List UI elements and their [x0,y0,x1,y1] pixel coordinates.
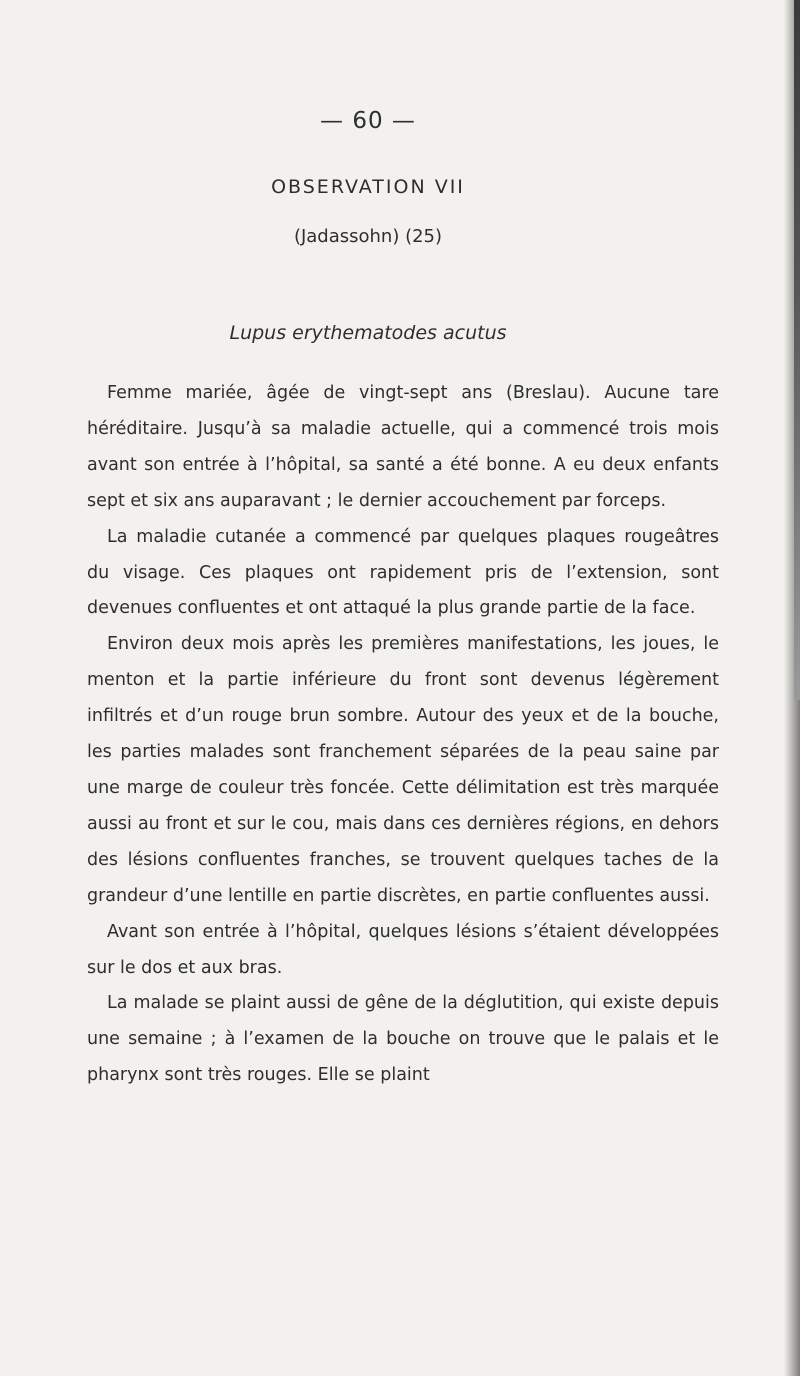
observation-title: OBSERVATION VII [271,176,465,198]
page-number: — 60 — [320,108,416,134]
paragraph: La malade se plaint aussi de gêne de la déglutition, qui existe depuis une semaine ; à l’examen de la bouche on trouve que le palais et le pharynx sont très rouges. Elle se plaint [87,993,719,1086]
paragraph: Femme mariée, âgée de vingt-sept ans (Breslau). Aucune tare héréditaire. Jusqu’à sa maladie actuelle, qui a commencé trois mois avant son entrée à l’hôpital, sa santé a été bonne. A eu deux enfants sept et six ans auparavant ; le dernier accouchement par forceps. [87,383,719,511]
page-edge-binding [794,0,800,700]
paragraph: Avant son entrée à l’hôpital, quelques lésions s’étaient développées sur le dos et aux bras. [87,921,719,978]
author-reference: (Jadassohn) (25) [293,226,443,247]
paragraph: La maladie cutanée a commencé par quelques plaques rougeâtres du visage. Ces plaques ont rapidement pris de l’extension, sont devenues confluentes et ont attaqué la plus grande partie de la face. [87,526,719,619]
case-subject: Lupus erythematodes acutus [229,322,507,344]
body-text [87,376,719,1094]
paragraph: Environ deux mois après les premières manifestations, les joues, le menton et la partie inférieure du front sont devenus légèrement infiltrés et d’un rouge brun sombre. Autour des yeux et de la bouche, les parties malades sont franchement séparées de la peau saine par une marge de couleur très foncée. Cette délimitation est très marquée aussi au front et sur le cou, mais dans ces dernières régions, en dehors des lésions confluentes franches, se trouvent quelques taches de la grandeur d’une lentille en partie discrètes, en partie confluentes aussi. [87,634,719,906]
